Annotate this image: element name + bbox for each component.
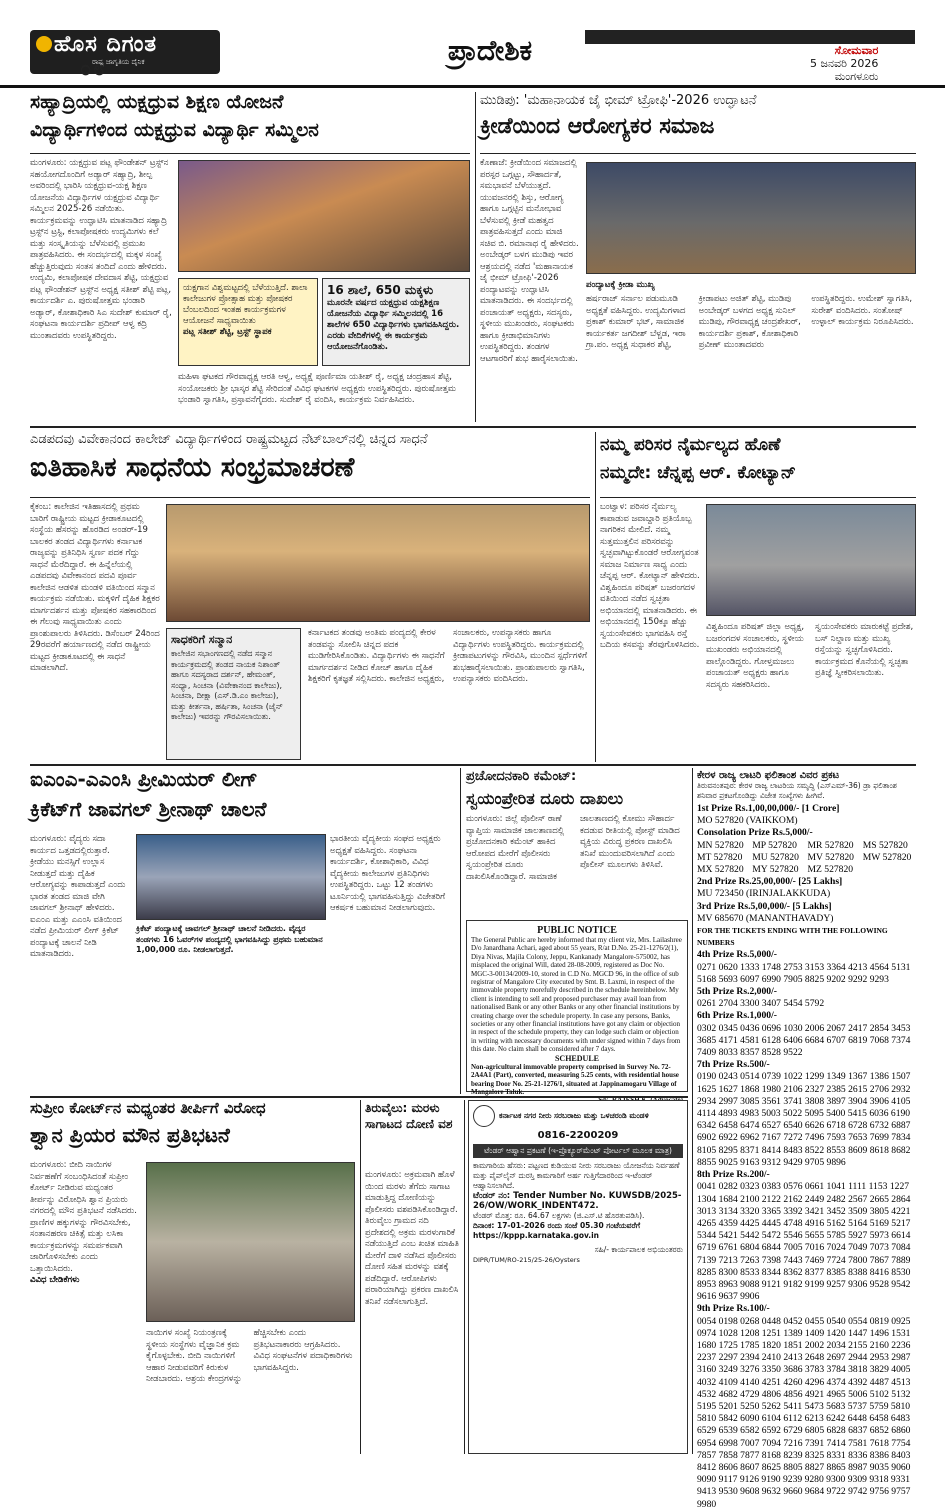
a8-headline: ತಿರುವೈಲು: ಮರಳು ಸಾಗಾಟದ ದೋಣಿ ವಶ	[365, 1101, 453, 1131]
tender-cost: ಟೆಂಡರ್ ಮೊತ್ತ: ರೂ. 64.67 ಲಕ್ಷಗಳು (ಜಿ.ಎಸ್.ಟಿ ಹೊರತುಪಡಿಸಿ).	[473, 1211, 645, 1220]
divider	[480, 153, 916, 154]
lottery-number: MX 527820	[697, 864, 744, 876]
a1-photo	[178, 160, 470, 272]
lottery-number: MU 527820	[752, 851, 799, 863]
a7-body	[30, 1160, 140, 1454]
a2-headline: ಕ್ರೀಡೆಯಿಂದ ಆರೋಗ್ಯಕರ ಸಮಾಜ	[480, 114, 715, 139]
logo-emblem-icon	[36, 36, 52, 52]
a5-subheadline: ಕ್ರಿಕೆಟ್‌ಗೆ ಜಾವಗಲ್ ಶ್ರೀನಾಥ್ ಚಾಲನೆ	[30, 797, 267, 821]
lottery-prize2-number: MU 723450 (IRINJALAKKUDA)	[697, 888, 831, 900]
lottery-prize8: 8th Prize Rs.200/-	[697, 1169, 770, 1181]
a4-subheadline: ನಮ್ಮದೇ: ಚೆನ್ನಪ್ಪ ಆರ್. ಕೋಟ್ಯಾನ್	[600, 463, 796, 483]
a1-quote: ಯಕ್ಷಗಾನ ವಿಶ್ವಮಟ್ಟದಲ್ಲಿ ಬೆಳೆಯುತ್ತಿದೆ. ಶಾಲಾ ಕಾಲೇಜುಗಳ ಪ್ರೋತ್ಸಾಹ ಮತ್ತು ಪೋಷಕರ ಬೆಂಬಲದಿಂದ ಇಂತಹ ಕಾರ್ಯಕ್ರಮಗಳ ಆಯೋಜನೆ ಸಾಧ್ಯವಾಯಿತು	[183, 283, 308, 326]
lottery-consolation: Consolation Prize Rs.5,000/-	[697, 827, 813, 839]
a5-caption: ಕ್ರಿಕೆಟ್ ಪಂದ್ಯಾಟಕ್ಕೆ ಜಾವಗಲ್ ಶ್ರೀನಾಥ್ ಚಾಲನೆ ನೀಡಿದರು. ವೈದ್ಯರ ತಂಡಗಳು 16 ಓವರ್‌ಗಳ ಪಂದ್ಯದಲ್ಲಿ ಭಾಗವಹಿಸಿದ್ದು ಪ್ರಥಮ ಬಹುಮಾನ 1,00,000 ರೂ. ನೀಡಲಾಗುತ್ತದೆ.	[136, 924, 323, 954]
lottery-note: FOR THE TICKETS ENDING WITH THE FOLLOWING NUMBERS	[697, 926, 888, 948]
lottery-prize7: 7th Prize Rs.500/-	[697, 1059, 770, 1071]
lottery-number: MP 527820	[752, 839, 797, 851]
a3-box-title: ಸಾಧಕರಿಗೆ ಸನ್ಮಾನ	[171, 633, 233, 646]
a4-body2: ವಿಶ್ವಹಿಂದೂ ಪರಿಷತ್ ಜಿಲ್ಲಾ ಅಧ್ಯಕ್ಷ, ಬಜರಂಗದಳ ಸಂಚಾಲಕರು, ಸ್ಥಳೀಯ ಮುಖಂಡರು ಅಭಿಯಾನದಲ್ಲಿ ಪಾಲ್ಗೊಂಡಿದ್ದರು. ಗೋಳ್ತಮಜಲು ಪಂಚಾಯತ್ ಅಧ್ಯಕ್ಷರು ಹಾಗೂ ಸದಸ್ಯರು ಸಹಕರಿಸಿದರು. ಸ್ವಯಂಸೇವಕರು ಮಾರುಕಟ್ಟೆ ಪ್ರದೇಶ, ಬಸ್ ನಿಲ್ದಾಣ ಮತ್ತು ಮುಖ್ಯ ರಸ್ತೆಯನ್ನು ಸ್ವಚ್ಛಗೊಳಿಸಿದರು. ಕಾರ್ಯಕ್ರಮದ ಕೊನೆಯಲ್ಲಿ ಸ್ವಚ್ಛತಾ ಪ್ರತಿಜ್ಞೆ ಸ್ವೀಕರಿಸಲಾಯಿತು.	[706, 622, 914, 690]
header-bar	[585, 30, 915, 44]
a2-body: ಕೊಣಾಜೆ: ಕ್ರೀಡೆಯಿಂದ ಸಮಾಜದಲ್ಲಿ ಪರಸ್ಪರ ಒಗ್ಗಟ್ಟು, ಸೌಹಾರ್ದತೆ, ಸಮಭಾವನೆ ಬೆಳೆಯುತ್ತದೆ. ಯುವಜನರಲ್ಲಿ ಶಿಸ್ತು, ಆರೋಗ್ಯ ಹಾಗೂ ಒಗ್ಗಟ್ಟಿನ ಮನೋಭಾವ ಬೆಳೆಸುವಲ್ಲಿ ಕ್ರೀಡೆ ಮಹತ್ವದ ಪಾತ್ರವಹಿಸುತ್ತದೆ ಎಂದು ಮಾಜಿ ಸಚಿವ ಬಿ. ರಮಾನಾಥ ರೈ ಹೇಳಿದರು. ಅಂಬೇಡ್ಕರ್ ಬಳಗ ಮುಡಿಪು ಇವರ ಆಶ್ರಯದಲ್ಲಿ ನಡೆದ 'ಮಹಾನಾಯಕ ಜೈ ಭೀಮ್ ಟ್ರೋಫಿ'-2026 ಪಂದ್ಯಾಟವನ್ನು ಉದ್ಘಾಟಿಸಿ ಮಾತನಾಡಿದರು. ಈ ಸಂದರ್ಭದಲ್ಲಿ ಪಂಚಾಯತ್ ಅಧ್ಯಕ್ಷರು, ಸದಸ್ಯರು, ಸ್ಥಳೀಯ ಮುಖಂಡರು, ಸಂಘಟಕರು ಹಾಗೂ ಕ್ರೀಡಾಭಿಮಾನಿಗಳು ಉಪಸ್ಥಿತರಿದ್ದರು. ತಂಡಗಳ ಆಟಗಾರರಿಗೆ ಶುಭ ಹಾರೈಸಲಾಯಿತು.	[480, 158, 579, 364]
a5-body2: ಭಾರತೀಯ ವೈದ್ಯಕೀಯ ಸಂಘದ ಅಧ್ಯಕ್ಷರು ಅಧ್ಯಕ್ಷತೆ ವಹಿಸಿದ್ದರು. ಸಂಘಟನಾ ಕಾರ್ಯದರ್ಶಿ, ಕೋಶಾಧಿಕಾರಿ, ವಿವಿಧ ವೈದ್ಯಕೀಯ ಕಾಲೇಜುಗಳ ಪ್ರತಿನಿಧಿಗಳು ಉಪಸ್ಥಿತರಿದ್ದರು. ಒಟ್ಟು 12 ತಂಡಗಳು ಟೂರ್ನಿಯಲ್ಲಿ ಭಾಗವಹಿಸುತ್ತಿದ್ದು ವಿಜೇತರಿಗೆ ಆಕರ್ಷಕ ಬಹುಮಾನ ನೀಡಲಾಗುವುದು.	[330, 834, 446, 913]
brand-name: ಹೊಸ ದಿಗಂತ	[54, 32, 158, 57]
a3-body2: ಕರ್ನಾಟಕದ ತಂಡವು ಅಂತಿಮ ಪಂದ್ಯದಲ್ಲಿ ಕೇರಳ ತಂಡವನ್ನು ಸೋಲಿಸಿ ಚಿನ್ನದ ಪದಕ ಮುಡಿಗೇರಿಸಿಕೊಂಡಿತು. ವಿದ್ಯಾರ್ಥಿಗಳು ಈ ಸಾಧನೆಗೆ ಮಾರ್ಗದರ್ಶನ ನೀಡಿದ ಕೋಚ್ ಹಾಗೂ ದೈಹಿಕ ಶಿಕ್ಷಕರಿಗೆ ಕೃತಜ್ಞತೆ ಸಲ್ಲಿಸಿದರು. ಕಾಲೇಜಿನ ಅಧ್ಯಕ್ಷರು, ಸಂಚಾಲಕರು, ಉಪನ್ಯಾಸಕರು ಹಾಗೂ ವಿದ್ಯಾರ್ಥಿಗಳು ಉಪಸ್ಥಿತರಿದ್ದರು. ಕಾರ್ಯಕ್ರಮದಲ್ಲಿ ಕ್ರೀಡಾಪಟುಗಳನ್ನು ಗೌರವಿಸಿ, ಮುಂದಿನ ಸ್ಪರ್ಧೆಗಳಿಗೆ ಶುಭಹಾರೈಸಲಾಯಿತು. ಪ್ರಾಂಶುಪಾಲರು ಸ್ವಾಗತಿಸಿ, ಉಪನ್ಯಾಸಕರು ವಂದಿಸಿದರು.	[308, 628, 588, 684]
lottery-results	[697, 770, 916, 1510]
a1-fact-title: 16 ಶಾಲೆ, 650 ಮಕ್ಕಳು	[327, 283, 434, 297]
column-rule	[464, 1100, 465, 1454]
notice-schedule-title: SCHEDULE	[554, 1053, 599, 1063]
lottery-number: MW 527820	[862, 851, 912, 863]
lottery-intro: ತಿರುವನಂತಪುರ: ಕೇರಳ ರಾಜ್ಯ ಲಾಟರಿಯ ಸಮೃದ್ಧಿ (ಎಸ್‌ಎಮ್-36) ಡ್ರಾ ಫಲಿತಾಂಶ ಶನಿವಾರ ಪ್ರಕಟಗೊಂಡಿದ್ದು ವಿಜೇತ ಸಂಖ್ಯೆಗಳು ಹೀಗಿವೆ.	[697, 781, 897, 800]
a7-headline: ಸುಪ್ರೀಂ ಕೋರ್ಟ್‌ನ ಮಧ್ಯಂತರ ತೀರ್ಪಿಗೆ ವಿರೋಧ	[30, 1099, 266, 1117]
a7-photo	[146, 1162, 355, 1322]
column-rule	[692, 768, 693, 1454]
weekday: ಸೋಮವಾರ	[834, 44, 879, 57]
lottery-prize3-number: MV 685670 (MANANTHAVADY)	[697, 912, 834, 924]
a4-headline: ನಮ್ಮ ಪರಿಸರ ನೈರ್ಮಲ್ಯದ ಹೊಣೆ	[600, 435, 781, 455]
column-rule	[460, 768, 461, 1094]
lottery-prize4-numbers: 0271 0620 1333 1748 2753 3153 3364 4213 4564 5131 5168 5693 6097 6990 7905 8825 9202 9292 9293	[697, 961, 911, 985]
a1-body: ಮಂಗಳೂರು: ಯಕ್ಷಧ್ರುವ ಪಟ್ಲ ಫೌಂಡೇಶನ್ ಟ್ರಸ್ಟ್‌ನ ಸಹಯೋಗದೊಂದಿಗೆ ಅಡ್ಯಾರ್ ಸಹ್ಯಾದ್ರಿ, ಶೀಲ್ಪ ಅವರಿಂದಲ್ಲಿ ಭಾರಿಸಿ ಯಕ್ಷಧ್ರುವ-ಯಕ್ಷ ಶಿಕ್ಷಣ ಯೋಜನೆಯ ವಿದ್ಯಾರ್ಥಿಗಳ ಯಕ್ಷಧ್ರುವ ವಿದ್ಯಾರ್ಥಿ ಸಮ್ಮಿಲನ 2025-26 ನಡೆಯಿತು. ಕಾರ್ಯಕ್ರಮವನ್ನು ಉದ್ಘಾಟಿಸಿ ಮಾತನಾಡಿದ ಸಹ್ಯಾದ್ರಿ ಟ್ರಸ್ಟ್‌ನ ಟ್ರಸ್ಟಿ, ಕಲಾಪೋಷಕರು ಉದ್ಯಮಿಗಳು ಕಲೆ ಮತ್ತು ಸಂಸ್ಕೃತಿಯನ್ನು ಬೆಳೆಸುವಲ್ಲಿ ಪ್ರಮುಖ ಪಾತ್ರವಹಿಸಿದರು. ಈ ಸಂದರ್ಭದಲ್ಲಿ ಮಕ್ಕಳ ಸಂಖ್ಯೆ ಹೆಚ್ಚುತ್ತಿರುವುದು ಸಂತಸ ತಂದಿದೆ ಎಂದು ಹೇಳಿದರು. ಉದ್ಯಮಿ, ಕಲಾಪೋಷಕ ದೇವದಾಸ ಶೆಟ್ಟಿ, ಯಕ್ಷಧ್ರುವ ಪಟ್ಲ ಫೌಂಡೇಶನ್ ಟ್ರಸ್ಟ್‌ನ ಅಧ್ಯಕ್ಷ ಸತೀಶ್ ಶೆಟ್ಟಿ ಪಟ್ಲ, ಕಾರ್ಯದರ್ಶಿ ಎ. ಪುರುಷೋತ್ತಮ ಭಂಡಾರಿ ಅಡ್ಯಾರ್, ಕೋಶಾಧಿಕಾರಿ ಸಿಎ ಸುದೇಶ್ ಕುಮಾರ್ ರೈ, ಸಂಘಟನಾ ಕಾರ್ಯದರ್ಶಿ ಪ್ರದೀಪ್ ಆಳ್ವ ಕದ್ರಿ ಮುಂತಾದವರು ಉಪಸ್ಥಿತರಿದ್ದರು.	[30, 158, 172, 341]
lottery-prize5-numbers: 0261 2704 3300 3407 5454 5792	[697, 998, 825, 1010]
tender-notice	[468, 1100, 688, 1454]
lottery-prize1-number: MO 527820 (VAIKKOM)	[697, 815, 798, 827]
a5-headline: ಐಎಂಎ-ಎಎಂಸಿ ಪ್ರೀಮಿಯರ್ ಲೀಗ್	[30, 767, 258, 791]
date: 5 ಜನವರಿ 2026	[810, 57, 879, 70]
notice-schedule: Non-agricultural immovable property comprised in Survey No. 72-2A4A1 (Part), converted, measuring 5.25 cents, with residential house bearing Door No. 25-21-1276/1, situated at Jappinamogaru Village of Mangalore Taluk.	[471, 1062, 679, 1096]
lottery-title: ಕೇರಳ ರಾಜ್ಯ ಲಾಟರಿ ಫಲಿತಾಂಶ ವಿವರ ಪ್ರಕಟ	[697, 770, 840, 781]
divider	[30, 497, 590, 498]
divider	[600, 497, 916, 498]
lottery-prize6: 6th Prize Rs.1,000/-	[697, 1010, 777, 1022]
a1-tail: ಮಹಿಳಾ ಘಟಕದ ಗೌರವಾಧ್ಯಕ್ಷ ಆರತಿ ಆಳ್ವ, ಅಧ್ಯಕ್ಷೆ ಪೂರ್ಣಿಮಾ ಯತೀಶ್ ರೈ, ಅಧ್ಯಕ್ಷ ಚಂದ್ರಹಾಸ ಶೆಟ್ಟಿ, ಸಂಯೋಜಕರು ಶ್ರೀ ಭಾಸ್ಕರ ಶೆಟ್ಟಿ ಸೇರಿದಂತೆ ವಿವಿಧ ಘಟಕಗಳ ಅಧ್ಯಕ್ಷರು ಉಪಸ್ಥಿತರಿದ್ದರು. ಪುರುಷೋತ್ತಮ ಭಂಡಾರಿ ಸ್ವಾಗತಿಸಿ, ಪ್ರಸ್ತಾವನೆಗೈದರು. ಸುದೇಶ್ ರೈ ವಂದಿಸಿ, ಕಾರ್ಯಕ್ರಮ ನಿರ್ವಹಿಸಿದರು.	[178, 372, 456, 405]
a7-body-text: ಮಂಗಳೂರು: ಬೀದಿ ನಾಯಿಗಳ ನಿರ್ವಹಣೆಗೆ ಸಂಬಂಧಿಸಿದಂತೆ ಸುಪ್ರೀಂ ಕೋರ್ಟ್ ನೀಡಿರುವ ಮಧ್ಯಂತರ ತೀರ್ಪನ್ನು ವಿರೋಧಿಸಿ ಶ್ವಾನ ಪ್ರಿಯರು ನಗರದಲ್ಲಿ ಮೌನ ಪ್ರತಿಭಟನೆ ನಡೆಸಿದರು. ಪ್ರಾಣಿಗಳ ಹಕ್ಕುಗಳನ್ನು ಗೌರವಿಸಬೇಕು, ಸಂತಾನಹರಣ ಚಿಕಿತ್ಸೆ ಮತ್ತು ಲಸಿಕಾ ಕಾರ್ಯಕ್ರಮಗಳನ್ನು ಸಮರ್ಪಕವಾಗಿ ಜಾರಿಗೊಳಿಸಬೇಕು ಎಂದು ಒತ್ತಾಯಿಸಿದರು.	[30, 1160, 137, 1274]
a6-kicker: ಪ್ರಚೋದನಕಾರಿ ಕಮೆಂಟ್:	[466, 769, 577, 784]
a6-body: ಮಂಗಳೂರು: ಜಿಲ್ಲೆ ಪೊಲೀಸ್ ಠಾಣೆ ವ್ಯಾಪ್ತಿಯ ಸಾಮಾಜಿಕ ಜಾಲತಾಣದಲ್ಲಿ ಪ್ರಚೋದನಕಾರಿ ಕಮೆಂಟ್ ಹಾಕಿದ ಆರೋಪದ ಮೇರೆಗೆ ಪೊಲೀಸರು ಸ್ವಯಂಪ್ರೇರಿತ ದೂರು ದಾಖಲಿಸಿಕೊಂಡಿದ್ದಾರೆ. ಸಾಮಾಜಿಕ ಜಾಲತಾಣದಲ್ಲಿ ಕೋಮು ಸೌಹಾರ್ದ ಕದಡುವ ರೀತಿಯಲ್ಲಿ ಪೋಸ್ಟ್ ಮಾಡಿದ ವ್ಯಕ್ತಿಯ ವಿರುದ್ಧ ಪ್ರಕರಣ ದಾಖಲಿಸಿ ತನಿಖೆ ಮುಂದುವರಿಸಲಾಗಿದೆ ಎಂದು ಪೊಲೀಸ್ ಮೂಲಗಳು ತಿಳಿಸಿವೆ.	[466, 814, 680, 882]
edition-city: ಮಂಗಳೂರು	[834, 70, 879, 83]
notice-body: The General Public are hereby informed that my client viz, Mrs. Lailashree D/o Janardhana Achari, aged about 55 years, R/at D.No. 25-21-1276/2(1), Diya Nivas, Majila Colony, Jeppu, Kankanady Mangalore-575002, has misplaced the original Will, dated 28-08-2009, registered as Doc No. MGC-3-00134/2009-10, stored in C.D No. MGCD 96, in the office of sub registrar of Mangalore City executed by Smt. B. Laxmi, in respect of the immovable property morefully described in the schedule hereinbelow. My client is intending to sell and proposed purchaser may avail loan from nationalised Bank or any other Banks or any other financial institutions by creating charge over the schedule property. In case any persons, Banks, societies or any other financial institutions have got any claim or objection in respect of the schedule property, they can lodge such claim or objection in writing with necessary documents with under signed within 7 days from this date. No claim shall be considered after 7 days.	[471, 936, 682, 1054]
lottery-prize3: 3rd Prize Rs.5,00,000/- [5 Lakhs]	[697, 900, 832, 912]
tender-number: ಟೆಂಡರ್ ನಂ: Tender Number No. KUWSDB/2025-26/OW/WORK_INDENT472.	[473, 1191, 682, 1211]
lottery-prize9-numbers: 0054 0198 0268 0448 0452 0455 0540 0554 0819 0925 0974 1028 1208 1251 1389 1409 1420 1447 1496 1531 1680 1725 1785 1820 1851 2002 2034 2155 2160 2236 2237 2297 2394 2410 2413 2648 2697 2944 2953 2987 3160 3249 3276 3350 3686 3783 3784 3818 3829 4005 4032 4109 4140 4251 4260 4296 4374 4392 4487 4513 4532 4682 4729 4806 4856 4921 4965 5006 5102 5132 5195 5201 5250 5262 5411 5473 5683 5737 5759 5810 5810 5842 6090 6104 6112 6213 6242 6448 6458 6483 6529 6539 6582 6592 6729 6805 6828 6837 6852 6860 6954 6998 7007 7094 7216 7391 7414 7581 7618 7754 7857 7858 7877 8168 8239 8325 8331 8336 8386 8403 8412 8606 8607 8625 8805 8827 8865 8987 9035 9060 9090 9117 9126 9190 9239 9280 9300 9309 9318 9331 9413 9530 9608 9632 9660 9684 9722 9742 9756 9757 9980	[697, 1315, 911, 1510]
lottery-number: MS 527820	[862, 839, 908, 851]
tender-date: ದಿನಾಂಕ: 17-01-2026 ರಂದು ಸಂಜೆ 05.30 ಗಂಟೆಯವರೆಗೆ	[473, 1221, 641, 1230]
a4-photo	[706, 504, 916, 616]
lottery-prize9: 9th Prize Rs.100/-	[697, 1303, 770, 1315]
tender-body: ಕಾಮಗಾರಿಯ ಹೆಸರು: ಪಟ್ಟಣದ ಕುಡಿಯುವ ನೀರು ಸರಬರಾಜು ಯೋಜನೆಯ ನಿರ್ವಹಣೆ ಮತ್ತು ಪೈಪ್‌ಲೈನ್ ದುರಸ್ತಿ ಕಾಮಗಾರಿಗೆ ಅರ್ಹ ಗುತ್ತಿಗೆದಾರರಿಂದ ಇ-ಟೆಂಡರ್ ಆಹ್ವಾನಿಸಲಾಗಿದೆ.	[473, 1161, 680, 1190]
a1-fact-text: ಮೂರನೇ ವರ್ಷದ ಯಕ್ಷಧ್ರುವ ಯಕ್ಷಶಿಕ್ಷಣ ಯೋಜನೆಯ ವಿದ್ಯಾರ್ಥಿ ಸಮ್ಮಿಲನದಲ್ಲಿ 16 ಶಾಲೆಗಳ 650 ವಿದ್ಯಾರ್ಥಿಗಳು ಭಾಗವಹಿಸಿದ್ದರು. ಎರಡು ವೇದಿಕೆಗಳಲ್ಲಿ ಈ ಕಾರ್ಯಕ್ರಮ ಆಯೋಜನೆಗೊಂಡಿತು.	[327, 298, 460, 352]
lottery-number: MY 527820	[752, 864, 799, 876]
lottery-number: MT 527820	[697, 851, 743, 863]
row-rule	[30, 426, 916, 428]
a7-subheadline: ಶ್ವಾನ ಪ್ರಿಯರ ಮೌನ ಪ್ರತಿಭಟನೆ	[30, 1123, 230, 1147]
lottery-prize4: 4th Prize Rs.5,000/-	[697, 949, 777, 961]
a3-headline: ಐತಿಹಾಸಿಕ ಸಾಧನೆಯ ಸಂಭ್ರಮಾಚರಣೆ	[30, 452, 355, 483]
notice-title: PUBLIC NOTICE	[537, 925, 617, 936]
a2-photo	[586, 162, 916, 274]
column-rule	[360, 1100, 361, 1454]
date-block	[810, 44, 878, 83]
a1-subheadline: ವಿದ್ಯಾರ್ಥಿಗಳಿಂದ ಯಕ್ಷಧ್ರುವ ವಿದ್ಯಾರ್ಥಿ ಸಮ್ಮಿಲನ	[30, 119, 319, 141]
a3-photo	[166, 504, 590, 622]
tender-signature: ಸಹಿ/- ಕಾರ್ಯಪಾಲಕ ಅಭಿಯಂತರರು	[594, 1245, 683, 1254]
brand-tagline: ರಾಷ್ಟ್ರ ಜಾಗೃತಿಯ ದೈನಿಕ	[92, 58, 145, 66]
section-title: ಪ್ರಾದೇಶಿಕ	[447, 34, 533, 67]
a1-fact-box	[322, 278, 470, 366]
a1-headline: ಸಹ್ಯಾದ್ರಿಯಲ್ಲಿ ಯಕ್ಷಧ್ರುವ ಶಿಕ್ಷಣ ಯೋಜನೆ	[30, 91, 284, 113]
a4-body: ಬಂಟ್ವಾಳ: ಪರಿಸರ ನೈರ್ಮಲ್ಯ ಕಾಪಾಡುವ ಜವಾಬ್ದಾರಿ ಪ್ರತಿಯೊಬ್ಬ ನಾಗರಿಕನ ಮೇಲಿದೆ. ನಮ್ಮ ಸುತ್ತಮುತ್ತಲಿನ ಪರಿಸರವನ್ನು ಸ್ವಚ್ಛವಾಗಿಟ್ಟುಕೊಂಡರೆ ಆರೋಗ್ಯವಂತ ಸಮಾಜ ನಿರ್ಮಾಣ ಸಾಧ್ಯ ಎಂದು ಚೆನ್ನಪ್ಪ ಆರ್. ಕೋಟ್ಯಾನ್ ಹೇಳಿದರು. ವಿಶ್ವಹಿಂದೂ ಪರಿಷತ್ ಬಜರಂಗದಳ ವತಿಯಿಂದ ನಡೆದ ಸ್ವಚ್ಛತಾ ಅಭಿಯಾನದಲ್ಲಿ ಮಾತನಾಡಿದರು. ಈ ಅಭಿಯಾನದಲ್ಲಿ 150ಕ್ಕೂ ಹೆಚ್ಚು ಸ್ವಯಂಸೇವಕರು ಭಾಗವಹಿಸಿ ರಸ್ತೆ ಬದಿಯ ಕಸವನ್ನು ತೆರವುಗೊಳಿಸಿದರು.	[600, 502, 700, 650]
a2-caption: ಪಂದ್ಯಾಟಕ್ಕೆ ಕ್ರೀಡಾ ಮುಖ್ಯ	[586, 280, 655, 290]
public-notice	[466, 920, 688, 1096]
masthead	[0, 0, 945, 88]
lottery-consolation-numbers	[697, 840, 916, 877]
a1-quote-author: ಪಟ್ಲ ಸತೀಶ್ ಶೆಟ್ಟಿ, ಟ್ರಸ್ಟ್ ಸ್ಥಾಪಕ	[183, 327, 272, 337]
a3-kicker: ಎಡಪದವು ವಿವೇಕಾನಂದ ಕಾಲೇಜ್ ವಿದ್ಯಾರ್ಥಿಗಳಿಂದ ರಾಷ್ಟ್ರಮಟ್ಟದ ನೆಟ್‌ಬಾಲ್‌ನಲ್ಲಿ ಚಿನ್ನದ ಸಾಧನೆ	[30, 432, 428, 447]
a2-body2: ಹರ್ಷರಾಜ್ ಸರ್ನಾಲ ಪಡುಮೂಡಿ ಅಧ್ಯಕ್ಷತೆ ವಹಿಸಿದ್ದರು. ಉದ್ಯಮಿಗಳಾದ ಪ್ರಕಾಶ್ ಕುಮಾರ್ ಭಟ್, ಸಾಮಾಜಿಕ ಕಾರ್ಯಕರ್ತ ಜಗದೀಶ್ ಬೆಳ್ಚಡ, ಇರಾ ಗ್ರಾ.ಪಂ. ಅಧ್ಯಕ್ಷ ಸುಧಾಕರ ಶೆಟ್ಟಿ, ಕ್ರೀಡಾಪಟು ಅಜಿತ್ ಶೆಟ್ಟಿ, ಮುಡಿಪು ಅಂಬೇಡ್ಕರ್ ಬಳಗದ ಅಧ್ಯಕ್ಷ ಸುನಿಲ್ ಮುಡಿಪು, ಗೌರವಾಧ್ಯಕ್ಷ ಚಂದ್ರಶೇಖರ್, ಕಾರ್ಯದರ್ಶಿ ಪ್ರಕಾಶ್, ಕೋಶಾಧಿಕಾರಿ ಪ್ರವೀಣ್ ಮುಂತಾದವರು ಉಪಸ್ಥಿತರಿದ್ದರು. ಉಮೇಶ್ ಸ್ವಾಗತಿಸಿ, ಸುರೇಶ್ ವಂದಿಸಿದರು. ಸಂತೋಷ್ ಉಳ್ಳಾಲ್ ಕಾರ್ಯಕ್ರಮ ನಿರೂಪಿಸಿದರು.	[586, 294, 914, 350]
tender-banner: ಟೆಂಡರ್ ಆಹ್ವಾನ ಪ್ರಕಟಣೆ (ಇ-ಪ್ರೊಕ್ಯೂರ್‌ಮೆಂಟ್ ಪೋರ್ಟಲ್ ಮೂಲಕ ಮಾತ್ರ)	[473, 1144, 683, 1158]
lottery-prize7-numbers: 0190 0243 0514 0739 1022 1299 1349 1367 1386 1507 1625 1627 1868 1980 2106 2327 2385 2615 2706 2932 2934 2997 3085 3561 3741 3808 3897 3904 3906 4105 4114 4893 4983 5003 5022 5095 5400 5415 6036 6190 6342 6458 6474 6527 6540 6626 6718 6728 6732 6887 6902 6922 6962 7167 7272 7496 7593 7653 7699 7834 8105 8295 8371 8414 8483 8522 8553 8609 8618 8682 8855 9025 9163 9312 9429 9705 9896	[697, 1071, 911, 1168]
lottery-number: MZ 527820	[807, 864, 854, 876]
a2-kicker: ಮುಡಿಪು: 'ಮಹಾನಾಯಕ ಜೈ ಭೀಮ್ ಟ್ರೋಫಿ'-2026 ಉದ್ಘಾಟನೆ	[480, 93, 757, 108]
tender-footer: DIPR/TUM/RO-215/25-26/Oysters	[473, 1256, 580, 1264]
row-rule	[30, 1096, 688, 1098]
a7-body2: ನಾಯಿಗಳ ಸಂಖ್ಯೆ ನಿಯಂತ್ರಣಕ್ಕೆ ಸ್ಥಳೀಯ ಸಂಸ್ಥೆಗಳು ವೈಜ್ಞಾನಿಕ ಕ್ರಮ ಕೈಗೊಳ್ಳಬೇಕು. ಬೀದಿ ನಾಯಿಗಳಿಗೆ ಆಹಾರ ನೀಡುವವರಿಗೆ ಕಿರುಕುಳ ನೀಡಬಾರದು. ಆಶ್ರಯ ಕೇಂದ್ರಗಳನ್ನು ಹೆಚ್ಚಿಸಬೇಕು ಎಂದು ಪ್ರತಿಭಟನಾಕಾರರು ಆಗ್ರಹಿಸಿದರು. ವಿವಿಧ ಸಂಘಟನೆಗಳ ಪದಾಧಿಕಾರಿಗಳು ಭಾಗವಹಿಸಿದ್ದರು.	[146, 1328, 353, 1384]
a1-quote-box	[178, 278, 318, 366]
row-rule	[30, 764, 916, 766]
a3-box-text: ಕಾಲೇಜಿನ ಸಭಾಂಗಣದಲ್ಲಿ ನಡೆದ ಸನ್ಮಾನ ಕಾರ್ಯಕ್ರಮದಲ್ಲಿ ತಂಡದ ನಾಯಕ ನಿಶಾಂತ್ ಹಾಗೂ ಸದಸ್ಯರಾದ ದರ್ಶನ್, ಹೇಮಂತ್, ಸಂಧ್ಯಾ, ಸಿಂಚನಾ (ವಿವೇಕಾನಂದ ಕಾಲೇಜು), ಸಿಂಚನಾ, ದೀಕ್ಷಾ (ಎಸ್.ಡಿ.ಎಂ ಕಾಲೇಜು), ಮತ್ತು ಕೀರ್ತನಾ, ಹರ್ಷಿತಾ, ಸಿಂಚನಾ (ಜೈನ್ ಕಾಲೇಜು) ಇವರನ್ನು ಗೌರವಿಸಲಾಯಿತು.	[171, 649, 283, 721]
lottery-prize6-numbers: 0302 0345 0436 0696 1030 2006 2067 2417 2854 3453 3685 4171 4581 6128 6406 6684 6707 6819 7068 7374 7409 8033 8357 8528 9522	[697, 1022, 911, 1059]
lottery-number: MN 527820	[697, 839, 744, 851]
govt-seal-icon	[473, 1105, 495, 1127]
a5-body: ಮಂಗಳೂರು: ವೈದ್ಯರು ಸದಾ ಕಾರ್ಯದ ಒತ್ತಡದಲ್ಲಿರುತ್ತಾರೆ. ಕ್ರೀಡೆಯು ಮನಸ್ಸಿಗೆ ಉಲ್ಲಾಸ ನೀಡುತ್ತದೆ ಮತ್ತು ದೈಹಿಕ ಆರೋಗ್ಯವನ್ನು ಕಾಪಾಡುತ್ತದೆ ಎಂದು ಭಾರತ ತಂಡದ ಮಾಜಿ ವೇಗಿ ಜಾವಗಲ್ ಶ್ರೀನಾಥ್ ಹೇಳಿದರು. ಐಎಂಎ ಮತ್ತು ಎಎಂಸಿ ವತಿಯಿಂದ ನಡೆದ ಪ್ರೀಮಿಯರ್ ಲೀಗ್ ಕ್ರಿಕೆಟ್ ಪಂದ್ಯಾಟಕ್ಕೆ ಚಾಲನೆ ನೀಡಿ ಮಾತನಾಡಿದರು.	[30, 834, 126, 959]
lottery-prize2: 2nd Prize Rs.25,00,000/- [25 Lakhs]	[697, 876, 843, 888]
tender-website[interactable]: https://kppp.karnataka.gov.in	[473, 1231, 600, 1240]
brand-logo	[30, 30, 220, 74]
lottery-number: MV 527820	[807, 851, 854, 863]
column-rule	[475, 92, 476, 422]
lottery-prize5: 5th Prize Rs.2,000/-	[697, 986, 777, 998]
a8-body: ಮಂಗಳೂರು: ಅಕ್ರಮವಾಗಿ ಹೊಳೆ ಯಿಂದ ಮರಳು ತೆಗೆದು ಸಾಗಾಟ ಮಾಡುತ್ತಿದ್ದ ದೋಣಿಯನ್ನು ಪೊಲೀಸರು ವಶಪಡಿಸಿಕೊಂಡಿದ್ದಾರೆ. ತಿರುವೈಲು ಗ್ರಾಮದ ನದಿ ಪ್ರದೇಶದಲ್ಲಿ ಅಕ್ರಮ ಮರಳುಗಾರಿಕೆ ನಡೆಯುತ್ತಿದೆ ಎಂಬ ಖಚಿತ ಮಾಹಿತಿ ಮೇರೆಗೆ ದಾಳಿ ನಡೆಸಿದ ಪೊಲೀಸರು ದೋಣಿ ಸಹಿತ ಮರಳನ್ನು ವಶಕ್ಕೆ ಪಡೆದಿದ್ದಾರೆ. ಆರೋಪಿಗಳು ಪರಾರಿಯಾಗಿದ್ದು ಪ್ರಕರಣ ದಾಖಲಿಸಿ ತನಿಖೆ ನಡೆಸಲಾಗುತ್ತಿದೆ.	[365, 1170, 459, 1307]
a3-body: ಕೈಕಂಬ: ಕಾಲೇಜಿನ ಇತಿಹಾಸದಲ್ಲಿ ಪ್ರಥಮ ಬಾರಿಗೆ ರಾಷ್ಟ್ರೀಯ ಮಟ್ಟದ ಕ್ರೀಡಾಕೂಟದಲ್ಲಿ ಸಂಸ್ಥೆಯ ಹೆಸರನ್ನು ಹೊರಡಿದ ಅಂಡರ್-19 ಬಾಲಕರ ತಂಡದ ವಿದ್ಯಾರ್ಥಿಗಳು ಕರ್ನಾಟಕ ರಾಜ್ಯವನ್ನು ಪ್ರತಿನಿಧಿಸಿ ಸ್ವರ್ಣ ಪದಕ ಗೆದ್ದು ಸಾಧನೆ ಮೆರೆದಿದ್ದಾರೆ. ಈ ಹಿನ್ನೆಲೆಯಲ್ಲಿ ಎಡಪದವು ವಿವೇಕಾನಂದ ಪದವಿ ಪೂರ್ವ ಕಾಲೇಜಿನ ಆಡಳಿತ ಮಂಡಳಿ ವತಿಯಿಂದ ಸನ್ಮಾನ ಕಾರ್ಯಕ್ರಮ ನಡೆಯಿತು. ಮಕ್ಕಳಿಗೆ ದೈಹಿಕ ಶಿಕ್ಷಕರ ಮಾರ್ಗದರ್ಶನ ಮತ್ತು ಪೋಷಕರ ಸಹಕಾರದಿಂದ ಈ ಗೆಲುವು ಸಾಧ್ಯವಾಯಿತು ಎಂದು ಪ್ರಾಂಶುಪಾಲರು ತಿಳಿಸಿದರು. ಡಿಸೆಂಬರ್ 24ರಿಂದ 29ರವರೆಗೆ ಹರ್ಯಾಣದಲ್ಲಿ ನಡೆದ ರಾಷ್ಟ್ರೀಯ ಮಟ್ಟದ ಕ್ರೀಡಾಕೂಟದಲ್ಲಿ ಈ ಸಾಧನೆ ಮಾಡಲಾಗಿದೆ.	[30, 502, 160, 673]
lottery-number: MR 527820	[807, 839, 854, 851]
a7-subhead: ವಿವಿಧ ಬೇಡಿಕೆಗಳು	[30, 1275, 80, 1285]
lottery-prize1: 1st Prize Rs.1,00,00,000/- [1 Crore]	[697, 803, 840, 814]
page-number: ೦೮	[80, 56, 107, 80]
a6-headline: ಸ್ವಯಂಪ್ರೇರಿತ ದೂರು ದಾಖಲು	[466, 789, 624, 808]
column-rule	[595, 432, 596, 762]
a5-photo	[136, 834, 326, 920]
divider	[30, 153, 470, 154]
tender-org: ಕರ್ನಾಟಕ ನಗರ ನೀರು ಸರಬರಾಜು ಮತ್ತು ಒಳಚರಂಡಿ ಮಂಡಳಿ	[499, 1111, 649, 1120]
lottery-prize8-numbers: 0041 0282 0323 0383 0576 0661 1041 1111 1153 1227 1304 1684 2100 2122 2162 2449 2482 2567 2665 2864 3013 3134 3320 3365 3392 3421 3452 3509 3805 4221 4265 4359 4425 4445 4748 4916 5162 5164 5169 5217 5344 5421 5442 5472 5546 5655 5785 5927 5973 6614 6719 6761 6804 6844 7005 7016 7024 7049 7073 7084 7139 7213 7263 7398 7443 7469 7724 7800 7867 7889 8285 8300 8533 8344 8362 8377 8385 8388 8416 8530 8953 8963 9088 9121 9182 9199 9257 9306 9528 9542 9616 9637 9906	[697, 1181, 911, 1303]
tender-phone: 0816-2200209	[537, 1130, 619, 1141]
a3-honour-box	[166, 628, 301, 760]
